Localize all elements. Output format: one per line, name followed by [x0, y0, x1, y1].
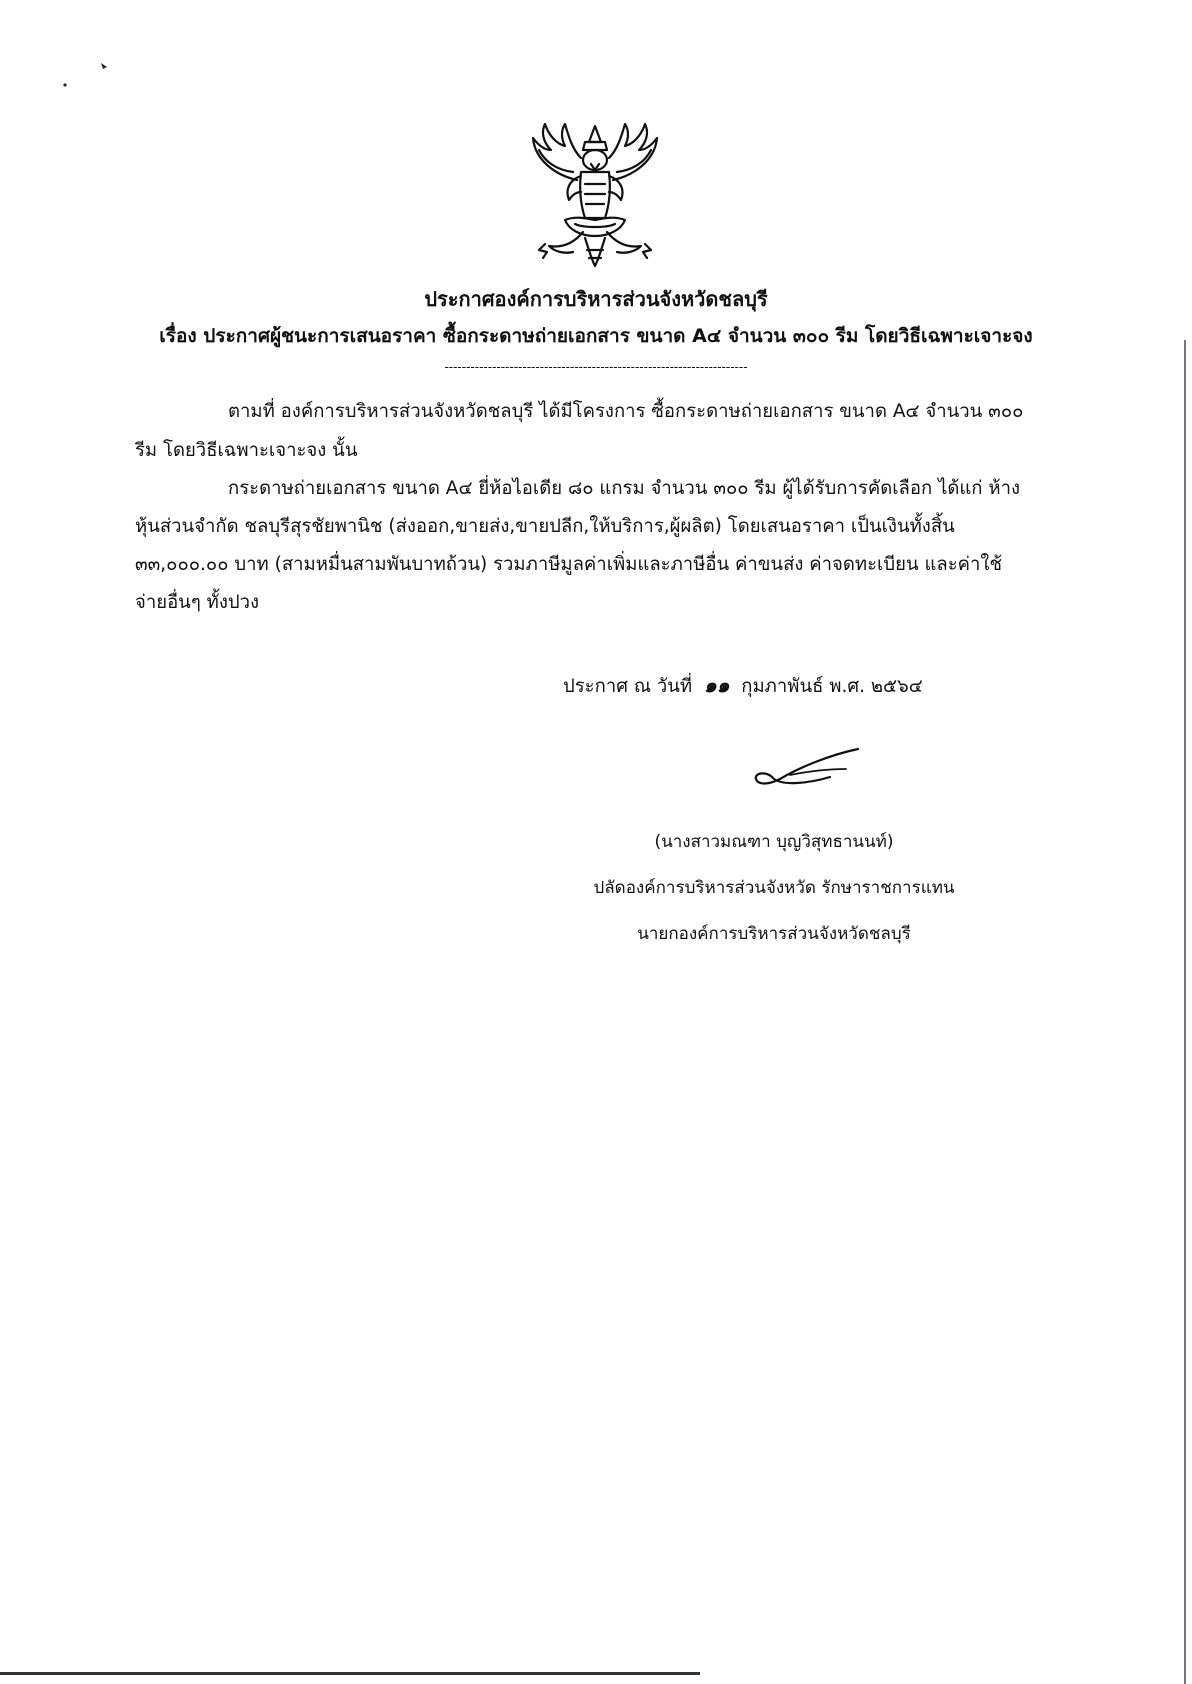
date-month-year: กุมภาพันธ์ พ.ศ. ๒๕๖๔ — [741, 676, 923, 697]
paragraph-2-line-2: หุ้นส่วนจำกัด ชลบุรีสุรชัยพานิช (ส่งออก,ขายส่ง,ขายปลีก,ให้บริการ,ผู้ผลิต) โดยเสนอราคา เป็นเงินทั้งสิ้น — [135, 516, 955, 537]
signatory-name: (นางสาวมณฑา บุญวิสุทธานนท์) — [654, 832, 894, 852]
document-title: ประกาศองค์การบริหารส่วนจังหวัดชลบุรี — [424, 287, 768, 311]
document-subject: เรื่อง ประกาศผู้ชนะการเสนอราคา ซื้อกระดาษถ่ายเอกสาร ขนาด A๔ จำนวน ๓๐๐ รีม โดยวิธีเฉพาะเจาะจง — [159, 325, 1033, 347]
paragraph-1-line-1: ตามที่ องค์การบริหารส่วนจังหวัดชลบุรี ได้มีโครงการ ซื้อกระดาษถ่ายเอกสาร ขนาด A๔ จำนวน ๓๐๐ — [228, 401, 1024, 422]
paragraph-1-line-2: รีม โดยวิธีเฉพาะเจาะจง นั้น — [135, 440, 358, 461]
signatory-role: นายกองค์การบริหารส่วนจังหวัดชลบุรี — [637, 924, 911, 944]
date-day: ๑๑ — [704, 673, 730, 697]
date-prefix: ประกาศ ณ วันที่ — [563, 676, 693, 697]
announcement-date — [563, 666, 923, 706]
garuda-emblem — [525, 120, 665, 270]
scan-edge-bottom — [0, 1672, 700, 1675]
scan-edge-right — [1184, 340, 1186, 1684]
header-divider: ---------------------------------------------------------------------- — [444, 360, 748, 374]
paragraph-2-line-1: กระดาษถ่ายเอกสาร ขนาด A๔ ยี่ห้อไอเดีย ๘๐ แกรม จำนวน ๓๐๐ รีม ผู้ได้รับการคัดเลือก ได้แก่ ห้าง — [228, 478, 1021, 499]
signatory-position: ปลัดองค์การบริหารส่วนจังหวัด รักษาราชการแทน — [593, 878, 955, 898]
scan-speck-marks — [55, 55, 115, 95]
paragraph-2-line-4: จ่ายอื่นๆ ทั้งปวง — [135, 592, 260, 613]
handwritten-signature — [750, 745, 865, 800]
paragraph-2-line-3: ๓๓,๐๐๐.๐๐ บาท (สามหมื่นสามพันบาทถ้วน) รวมภาษีมูลค่าเพิ่มและภาษีอื่น ค่าขนส่ง ค่าจดทะเบียน และค่าใช้ — [135, 554, 1003, 575]
